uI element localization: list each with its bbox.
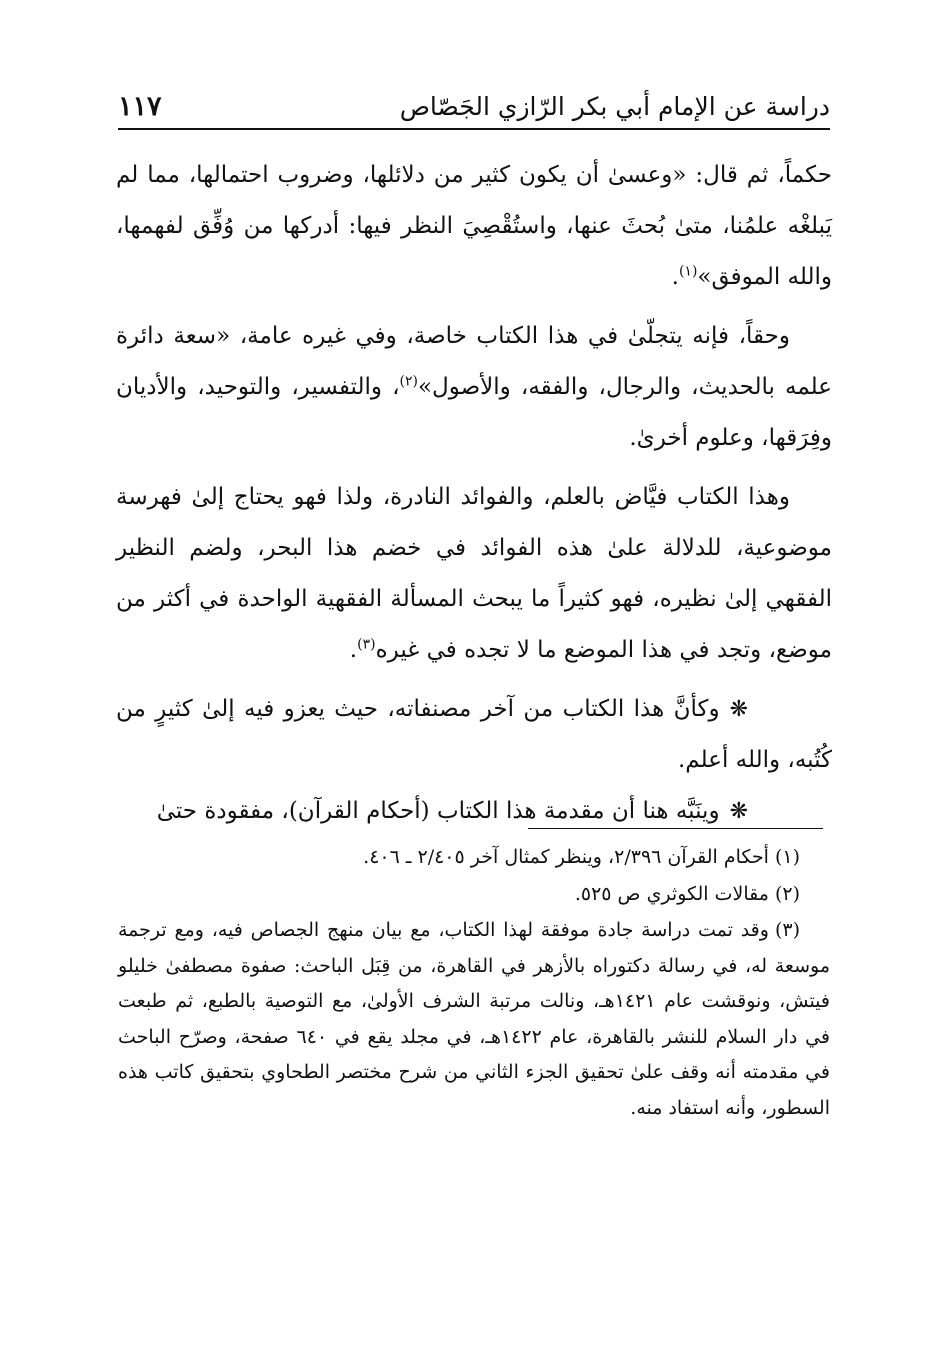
- footnote-ref-2: (٢): [399, 373, 418, 390]
- footnote-text: أحكام القرآن ٢/٣٩٦، وينظر كمثال آخر ٢/٤٠٥ ـ ٤٠٦.: [363, 846, 769, 868]
- footnote-divider: [528, 828, 823, 829]
- footnote-3: [118, 913, 830, 1126]
- paragraph-4: [116, 684, 832, 786]
- paragraph-text: حكماً، ثم قال: «وعسىٰ أن يكون كثير من دلائلها، وضروب احتمالها، مما لم يَبلغْه علمُنا، متىٰ بُحثَ عنها، واستُقْصِيَ النظر فيها: أدركها من وُفِّق لفهمها، والله الموفق»: [116, 162, 832, 290]
- paragraph-5: [116, 786, 832, 837]
- footnote-text: وقد تمت دراسة جادة موفقة لهذا الكتاب، مع بيان منهج الجصاص فيه، ومع ترجمة موسعة له، في رسالة دكتوراه بالأزهر في القاهرة، من قِبَل الباحث: صفوة مصطفىٰ خليلو فيتش، ونوقشت عام ١٤٢١هـ، ونالت مرتبة الشرف الأولىٰ، مع التوصية بالطبع، ثم طبعت في دار السلام للنشر بالقاهرة، عام ١٤٢٢هـ، في مجلد يقع في ٦٤٠ صفحة، وصرّح الباحث في مقدمته أنه وقف علىٰ تحقيق الجزء الثاني من شرح مختصر الطحاوي بتحقيق كاتب هذه السطور، وأنه استفاد منه.: [118, 919, 830, 1119]
- paragraph-text: وحقاً، فإنه يتجلّىٰ في هذا الكتاب خاصة، وفي غيره عامة، «سعة دائرة علمه بالحديث، والرجال، والفقه، والأصول»: [116, 323, 832, 400]
- paragraph-tail: .: [349, 637, 358, 663]
- running-title: دراسة عن الإمام أبي بكر الرّازي الجَصّاص: [399, 92, 830, 121]
- footnote-number: (١): [774, 846, 800, 868]
- footnotes: [118, 840, 830, 1127]
- page-number: ١١٧: [118, 91, 162, 122]
- paragraph-1: [116, 150, 832, 303]
- paragraph-text: وينَبَّه هنا أن مقدمة هذا الكتاب (أحكام القرآن)، مفقودة حتىٰ: [156, 798, 720, 824]
- footnote-number: (٢): [774, 882, 800, 905]
- asterism-icon: ❋: [729, 697, 748, 722]
- asterism-icon: ❋: [729, 799, 748, 824]
- main-text: [116, 150, 832, 837]
- footnote-number: (٣): [774, 919, 800, 941]
- paragraph-text: وكأنَّ هذا الكتاب من آخر مصنفاته، حيث يعزو فيه إلىٰ كثيرٍ من كُتُبه، والله أعلم.: [116, 696, 832, 773]
- footnote-text: مقالات الكوثري ص ٥٢٥.: [574, 882, 769, 905]
- paragraph-tail: .: [671, 264, 679, 290]
- footnote-ref-3: (٣): [357, 636, 376, 653]
- page-header: [118, 82, 830, 130]
- footnote-2: [118, 877, 830, 913]
- paragraph-tail: ، والتفسير، والتوحيد، والأديان وفِرَقها، وعلوم أخرىٰ.: [116, 374, 832, 451]
- paragraph-3: [116, 472, 832, 676]
- paragraph-2: [116, 311, 832, 464]
- paragraph-text: وهذا الكتاب فيَّاض بالعلم، والفوائد النادرة، ولذا فهو يحتاج إلىٰ فهرسة موضوعية، للدلالة علىٰ هذه الفوائد في خضم هذا البحر، ولضم النظير الفقهي إلىٰ نظيره، فهو كثيراً ما يبحث المسألة الفقهية الواحدة في أكثر من موضع، وتجد في هذا الموضع ما لا تجده في غيره: [116, 484, 832, 663]
- footnote-ref-1: (١): [678, 263, 698, 280]
- footnote-1: [118, 840, 830, 876]
